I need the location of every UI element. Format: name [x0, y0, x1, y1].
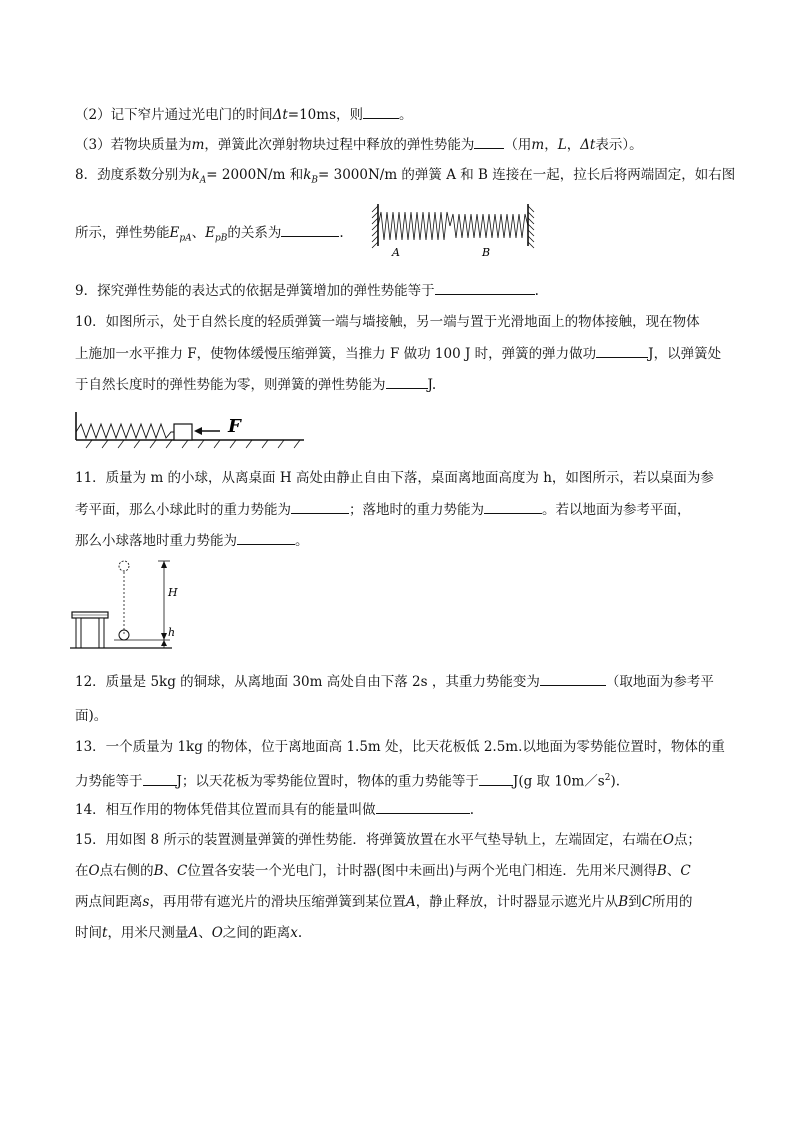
q8-text-c: = 3000N/m 的弹簧 A 和 B 连接在一起，拉长后将两端固定，如右图	[318, 167, 736, 183]
q10-text-2a: 上施加一水平推力 F，使物体缓慢压缩弹簧，当推力 F 做功 100 J 时，弹簧的弹力做功	[75, 346, 597, 362]
q10-text-3a: 于自然长度时的弹性势能为零，则弹簧的弹性势能为	[75, 377, 386, 393]
q15-text-4c: 之间的距离	[222, 925, 291, 941]
q15-line-2	[75, 861, 691, 881]
q15-line-4	[75, 923, 302, 943]
q11-ball-table	[119, 630, 129, 640]
q9-answer-blank[interactable]	[435, 280, 535, 295]
q15-text-1a: 15．用如图 8 所示的装置测量弹簧的弹性势能．将弹簧放置在水平气垫导轨上，左端固定，右端在	[75, 832, 663, 848]
q11-ball-start	[119, 561, 129, 571]
mass-symbol: m	[191, 137, 205, 153]
q11-line-3	[75, 530, 309, 551]
q12-line-2	[75, 706, 107, 726]
q10-spring	[76, 424, 174, 438]
E-symbol-2: E	[205, 225, 215, 241]
k-subscript-b: B	[311, 175, 319, 186]
sep-2: ，	[566, 137, 581, 153]
q10-answer-blank-1[interactable]	[596, 343, 648, 358]
q9-line	[75, 280, 539, 301]
k-subscript-a: A	[199, 175, 207, 186]
q8-text-a: 8．劲度系数分别为	[75, 167, 192, 183]
point-C-2: C	[680, 863, 691, 879]
q15-text-2a: 在	[75, 863, 89, 879]
var-delta-t: Δt	[580, 137, 596, 153]
point-B: B	[153, 863, 164, 879]
q11-answer-blank-1[interactable]	[291, 499, 349, 514]
var-s: s	[142, 894, 150, 910]
q9-end: .	[534, 283, 539, 299]
q15-line-1	[75, 830, 701, 850]
point-C: C	[177, 863, 188, 879]
q7-part2-text-b: =10ms，则	[287, 107, 364, 123]
q15-text-2d: 位置各安装一个光电门，计时器(图中未画出)与两个光电门相连．先用米尺测得	[187, 863, 657, 879]
q10-text-1: 10．如图所示，处于自然长度的轻质弹簧一端与墙接触，另一端与置于光滑地面上的物体接触，现在物体	[75, 314, 700, 330]
point-B-2: B	[656, 863, 667, 879]
q8-text-b: = 2000N/m 和	[206, 167, 304, 183]
q15-text-4a: 时间	[75, 925, 102, 941]
q15-sep: 、	[163, 863, 177, 879]
q10-line-3	[75, 374, 436, 395]
q11-text-3b: 。	[295, 533, 309, 549]
point-O-3: O	[211, 925, 223, 941]
q15-text-3a: 两点间距离	[75, 894, 143, 910]
epa-subscript: pA	[179, 233, 192, 244]
q14-line	[75, 799, 474, 820]
q8-sep: 、	[191, 225, 206, 241]
q11-answer-blank-3[interactable]	[237, 530, 295, 545]
E-symbol: E	[169, 225, 180, 241]
q10-text-2b: J，以弹簧处	[648, 346, 722, 362]
k-symbol: k	[191, 167, 200, 183]
point-A-2: A	[188, 925, 199, 941]
q8-answer-blank[interactable]	[281, 222, 339, 237]
q11-text-2a: 考平面，那么小球此时的重力势能为	[75, 502, 291, 518]
point-C-3: C	[641, 894, 652, 910]
q13-text-2d: ).	[610, 773, 621, 790]
point-B-3: B	[618, 894, 629, 910]
q7-part3-text-c: （用	[504, 137, 532, 153]
q11-text-3a: 那么小球落地时重力势能为	[75, 533, 237, 549]
var-m: m	[531, 137, 545, 153]
q10-block	[174, 424, 192, 440]
q9-text: 9．探究弹性势能的表达式的依据是弹簧增加的弹性势能等于	[75, 283, 435, 299]
q12-line-1	[75, 671, 714, 692]
sep-1: ，	[544, 137, 558, 153]
spring-a-label: A	[392, 246, 400, 259]
q13-text-1: 13．一个质量为 1kg 的物体，位于离地面高 1.5m 处，比天花板低 2.5m.以地面为零势能位置时，物体的重	[75, 739, 725, 755]
q15-text-3d: 到	[628, 894, 642, 910]
q8-text-f: .	[339, 225, 344, 241]
q13-line-1	[75, 737, 725, 757]
q11-answer-blank-2[interactable]	[484, 499, 542, 514]
q12-answer-blank[interactable]	[540, 671, 606, 686]
q13-text-2a: 力势能等于	[75, 773, 143, 790]
q15-line-3	[75, 892, 692, 912]
q7-part3-line	[75, 134, 643, 155]
q11-h-label: h	[168, 626, 176, 639]
k-symbol-2: k	[303, 167, 312, 183]
q15-text-3b: ，再用带有遮光片的滑块压缩弹簧到某位置	[149, 894, 406, 910]
q8-line-1	[75, 165, 735, 191]
epb-subscript: pB	[214, 233, 228, 244]
q11-text-1: 11．质量为 m 的小球，从离桌面 H 高处由静止自由下落，桌面离地面高度为 h，如图所示，若以桌面为参	[75, 470, 714, 486]
q13-exponent: 2	[604, 773, 611, 783]
q12-text-a: 12．质量是 5kg 的铜球，从离地面 30m 高处自由下落 2s ，其重力势能变为	[75, 674, 540, 690]
q15-sep-2: 、	[666, 863, 681, 879]
q7-part2-answer-blank[interactable]	[363, 104, 399, 119]
q7-part3-text-b: ，弹簧此次弹射物块过程中释放的弹性势能为	[204, 137, 475, 153]
point-O-2: O	[88, 863, 100, 879]
q7-part3-answer-blank[interactable]	[474, 134, 504, 149]
q10-force-label: F	[228, 416, 241, 437]
spring-b	[450, 214, 528, 238]
q15-text-3c: ，静止释放，计时器显示遮光片从	[415, 894, 619, 910]
point-A: A	[405, 894, 416, 910]
q7-part3-end: 表示）。	[595, 137, 643, 153]
delta-t-symbol: Δt	[272, 107, 288, 123]
q13-text-2c: J(g 取 10m／s	[512, 773, 605, 790]
q14-answer-blank[interactable]	[376, 799, 470, 814]
q10-spring-block-figure	[72, 408, 312, 454]
var-t: t	[102, 925, 108, 941]
q11-text-2b: ；落地时的重力势能为	[349, 502, 484, 518]
q15-text-3e: 所用的	[651, 894, 693, 910]
q14-text: 14．相互作用的物体凭借其位置而具有的能量叫做	[75, 802, 376, 818]
var-L: L	[557, 137, 567, 153]
q13-answer-blank-2[interactable]	[479, 771, 513, 786]
q11-H-label: H	[168, 586, 178, 599]
q13-answer-blank-1[interactable]	[143, 771, 177, 786]
var-x: x	[290, 925, 298, 941]
q7-part2-text: （2）记下窄片通过光电门的时间	[75, 107, 273, 123]
q11-ball-table-figure	[70, 556, 200, 656]
q13-line-2	[75, 768, 620, 792]
q8-text-e: 的关系为	[227, 225, 282, 241]
q10-line-1	[75, 312, 700, 332]
q14-end: .	[469, 802, 474, 818]
q15-text-4b: ，用米尺测量	[107, 925, 189, 941]
q10-line-2	[75, 343, 721, 364]
q8-line-2	[75, 222, 344, 249]
q8-springs-figure	[370, 198, 545, 260]
q12-text-c: 面)。	[75, 708, 108, 724]
q7-part2-end: 。	[399, 107, 413, 123]
q15-sep-3: 、	[198, 925, 212, 941]
q12-text-b: （取地面为参考平	[605, 674, 714, 690]
q11-line-1	[75, 468, 714, 488]
q13-text-2b: J；以天花板为零势能位置时，物体的重力势能等于	[176, 773, 479, 790]
q7-part2-line	[75, 104, 413, 125]
q11-text-2c: 。若以地面为参考平面，	[542, 502, 691, 518]
q10-text-3b: J.	[427, 377, 437, 393]
spring-b-label: B	[482, 246, 491, 259]
q8-text-d: 所示，弹性势能	[75, 225, 170, 241]
q7-part3-text: （3）若物块质量为	[75, 137, 192, 153]
q15-text-1b: 点；	[673, 832, 701, 848]
q15-text-2b: 点右侧的	[99, 863, 154, 879]
spring-a	[378, 212, 450, 240]
q15-text-4d: .	[297, 925, 303, 941]
q10-answer-blank-2[interactable]	[386, 374, 428, 389]
q11-line-2	[75, 499, 691, 520]
point-O: O	[662, 832, 674, 848]
